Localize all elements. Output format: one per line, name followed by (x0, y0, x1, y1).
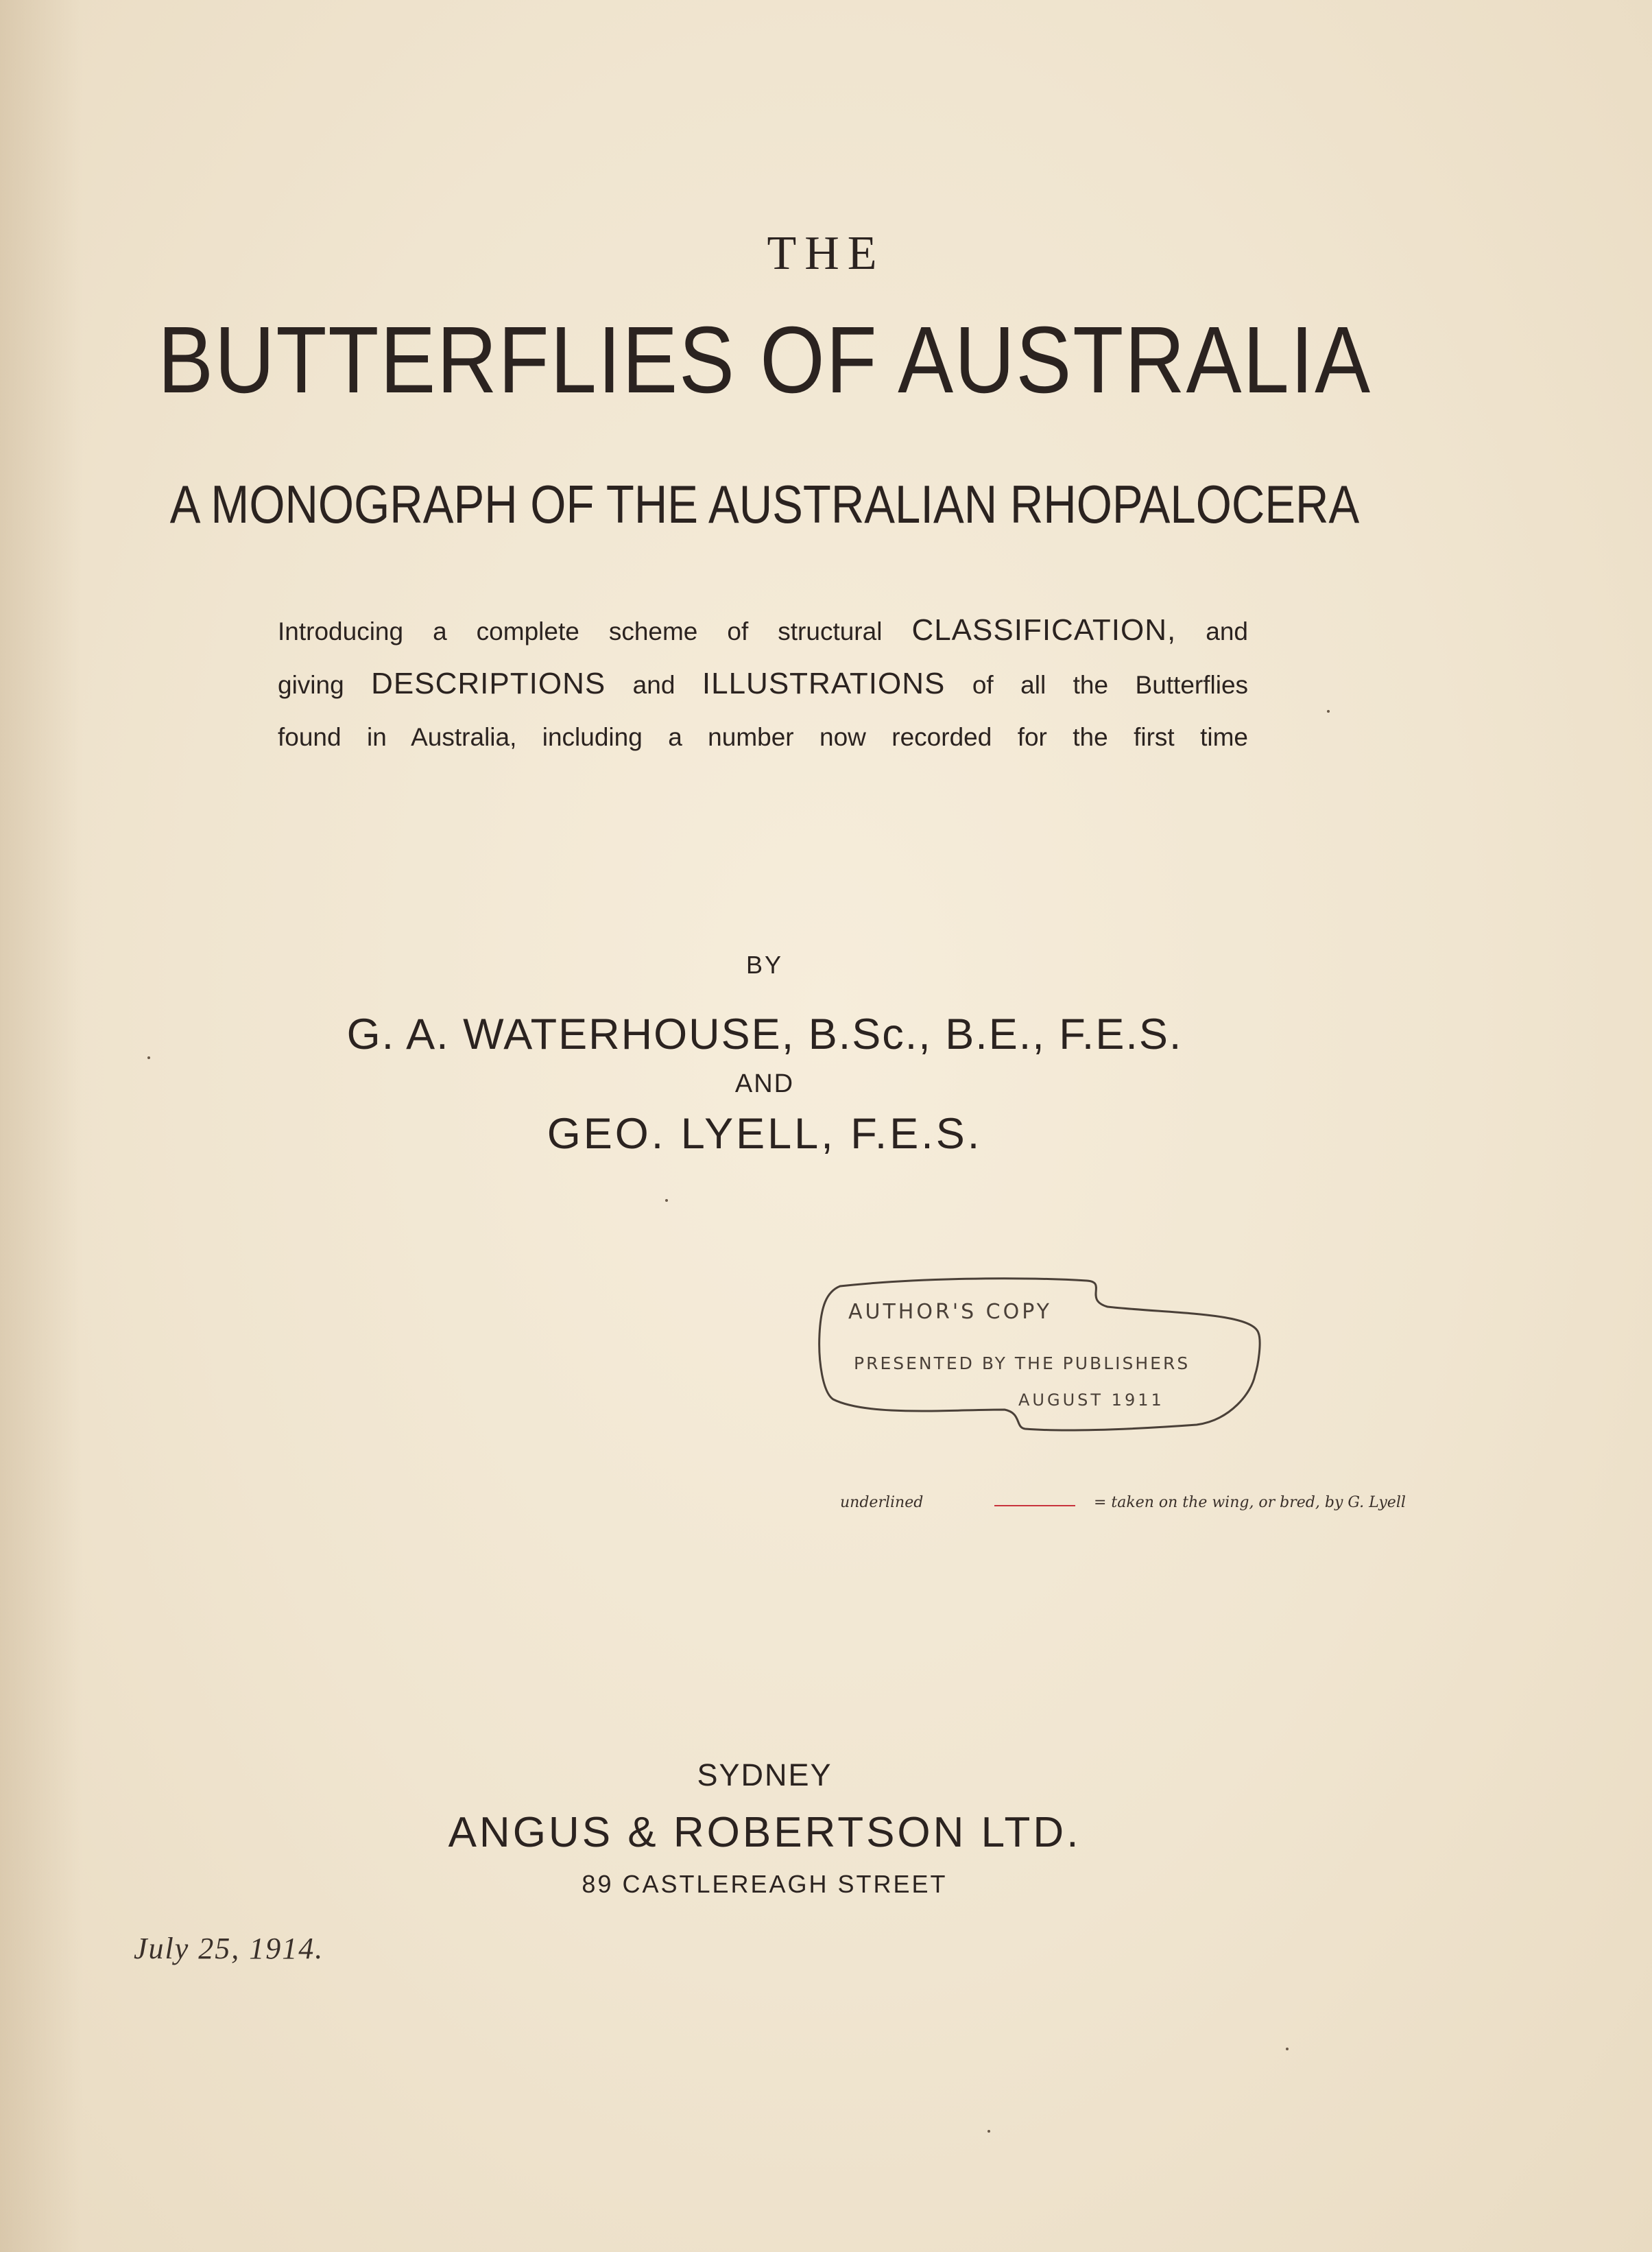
and-label: AND (734, 1069, 795, 1098)
book-subtitle: A MONOGRAPH OF THE AUSTRALIAN RHOPALOCERA (169, 474, 1360, 534)
intro-text: giving (278, 671, 344, 699)
intro-line-1 (278, 604, 1248, 659)
imprint-publisher: ANGUS & ROBERTSON LTD. (448, 1809, 1081, 1856)
paper-speck (1327, 710, 1330, 713)
author-lyell: GEO. LYELL, F.E.S. (547, 1110, 983, 1158)
stamp-line-1: AUTHOR'S COPY (848, 1300, 1052, 1324)
author-waterhouse: G. A. WATERHOUSE, B.Sc., B.E., F.E.S. (346, 1010, 1183, 1058)
intro-emphasis: DESCRIPTIONS (371, 667, 606, 700)
paper-speck (987, 2130, 990, 2133)
book-title: BUTTERFLIES OF AUSTRALIA (158, 307, 1372, 413)
publication-date: July 25, 1914. (134, 1932, 324, 1965)
intro-emphasis: ILLUSTRATIONS (702, 667, 946, 700)
intro-line-2 (278, 657, 1248, 712)
stamp-line-2: PRESENTED BY THE PUBLISHERS (854, 1353, 1190, 1373)
intro-text: and (1206, 617, 1248, 645)
intro-emphasis: CLASSIFICATION, (911, 613, 1177, 647)
paper-speck (1286, 2048, 1289, 2050)
presentation-stamp (813, 1272, 1272, 1437)
intro-text: and (632, 671, 675, 699)
stamp-line-3: AUGUST 1911 (1018, 1390, 1164, 1410)
handwritten-note (840, 1490, 1560, 1517)
intro-text: of all the Butterflies (972, 671, 1249, 699)
paper-speck (147, 1056, 150, 1059)
note-left: underlined (840, 1494, 924, 1511)
red-underline-sample (994, 1505, 1075, 1506)
title-article: THE (767, 227, 885, 280)
paper-speck (665, 1199, 668, 1202)
by-label: BY (745, 951, 784, 979)
note-right: = taken on the wing, or bred, by G. Lyell (1094, 1494, 1406, 1511)
intro-line-3 (278, 711, 1248, 764)
intro-text: Introducing a complete scheme of structural (278, 617, 883, 645)
intro-text: found in Australia, including a number now recorded for the first time (278, 723, 1248, 751)
imprint-city: SYDNEY (697, 1757, 833, 1792)
imprint-street: 89 CASTLEREAGH STREET (582, 1870, 948, 1898)
